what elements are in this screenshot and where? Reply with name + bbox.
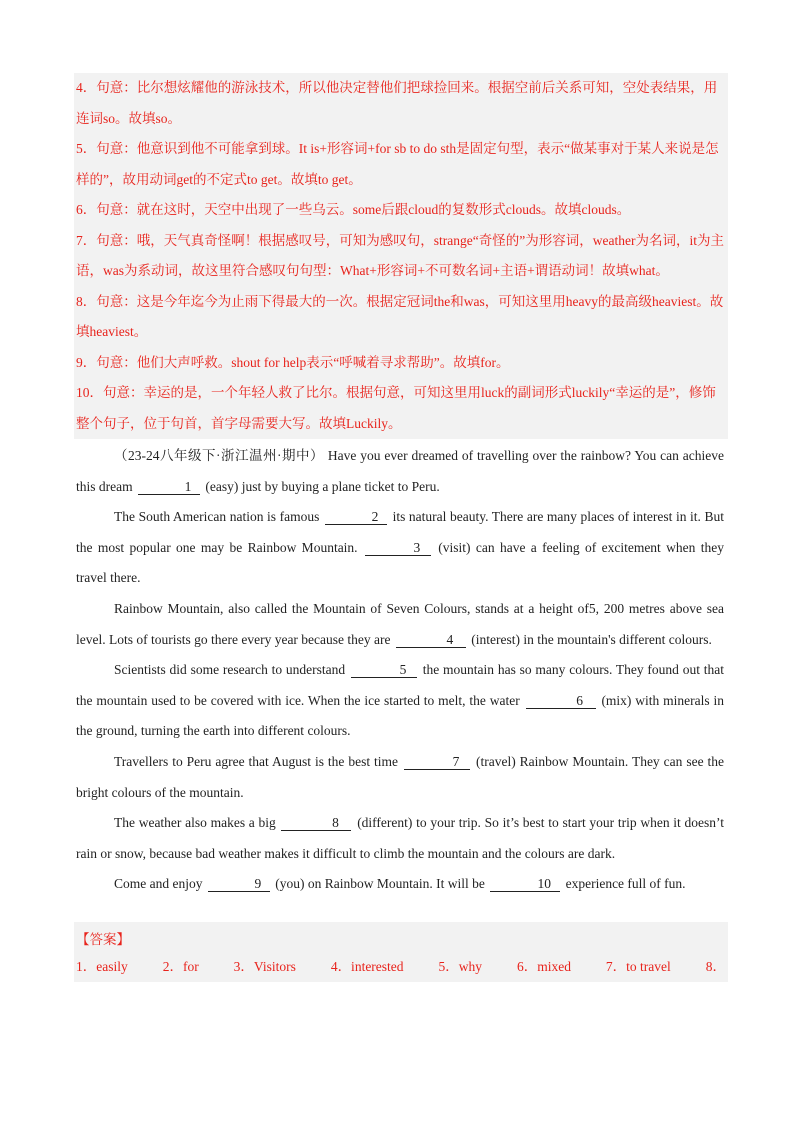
source-note: （23-24八年级下·浙江温州·期中） [114,448,324,463]
blank-10: 10 [490,876,560,892]
passage-text: Travellers to Peru agree that August is the best time [114,753,399,769]
blank-9: 9 [208,876,270,892]
passage-text: the mountain has so many colours. They found out that the mountain used to be covered with ice. When the ice started to melt, the water [76,662,724,708]
passage-text: (travel) Rainbow Mountain. They can see the bright colours of the mountain. [76,753,725,800]
explanation-5: 5．句意：他意识到他不可能拿到球。It is+形容词+for sb to do sth是固定句型，表示“做某事对于某人来说是怎样的”，故用动词get的不定式to get。故填to get。 [76,141,719,187]
passage-text: its natural beauty. There are many places of interest in it. But the most popular one may be Rainbow Mountain. [76,509,725,555]
answer-item: 4．interested [330,958,404,974]
explanation-4: 4．句意：比尔想炫耀他的游泳技术，所以他决定替他们把球捡回来。根据空前后关系可知，空处表结果，用连词so。故填so。 [76,80,718,126]
explanation-6: 6．句意：就在这时，天空中出现了一些乌云。some后跟cloud的复数形式clouds。故填clouds。 [76,202,631,217]
explanation-8: 8．句意：这是今年迄今为止雨下得最大的一次。根据定冠词the和was，可知这里用heavy的最高级heaviest。故填heaviest。 [76,293,724,339]
passage-text: experience full of fun. [565,876,686,892]
explanation-9: 9．句意：他们大声呼救。shout for help表示“呼喊着寻求帮助”。故填for。 [76,354,510,370]
passage-paragraph-2 [76,502,724,594]
passage-paragraph-4 [76,655,724,747]
explanation-block [74,73,728,439]
blank-7: 7 [404,754,470,770]
passage-text: (you) on Rainbow Mountain. It will be [275,876,485,892]
answer-item: 5．why [438,958,482,974]
answer-item: 6．mixed [516,958,571,974]
blank-8: 8 [281,815,351,831]
blank-1: 1 [138,479,200,495]
blank-5: 5 [351,662,417,678]
answer-label: 【答案】 [76,931,130,947]
answer-item: 2．for [162,958,199,974]
answer-item: 1．easily [76,958,128,974]
blank-2: 2 [325,509,387,525]
passage-paragraph-6 [76,808,724,869]
passage-text: The South American nation is famous [114,509,320,525]
answer-item: 8． [705,958,726,974]
explanation-10: 10．句意：幸运的是，一个年轻人救了比尔。根据句意，可知这里用luck的副词形式luckily“幸运的是”，修饰整个句子，位于句首，首字母需要大写。故填Luckily。 [76,385,716,431]
blank-3: 3 [365,540,431,556]
passage-paragraph-5 [76,747,724,808]
passage-text: (different) to your trip. So it’s best to start your trip when it doesn’t rain or snow, because bad weather makes it difficult to climb the mountain and the colours are dark. [76,815,725,861]
passage-text: Scientists did some research to understand [114,662,346,678]
passage-paragraph-7 [76,869,724,900]
passage-text: (easy) just by buying a plane ticket to Peru. [205,478,440,494]
passage-text: Have you ever dreamed of travelling over the rainbow? You can achieve this dream [76,448,724,494]
blank-6: 6 [526,693,596,709]
passage-text: Rainbow Mountain, also called the Mountain of Seven Colours, stands at a height of5, 200 metres above sea level. Lots of tourists go there every year because they are [76,600,724,647]
passage-text: The weather also makes a big [114,815,276,831]
passage-text: (interest) in the mountain's different colours. [471,631,712,647]
passage-text: (mix) with minerals in the ground, turning the earth into different colours. [76,692,724,739]
answer-item: 7．to travel [605,958,671,974]
passage-text: Come and enjoy [114,876,203,892]
passage-paragraph-1 [76,441,724,502]
answer-block [74,922,728,982]
cloze-passage [76,441,724,900]
blank-4: 4 [396,632,466,648]
explanation-7: 7．句意：哦，天气真奇怪啊！根据感叹号，可知为感叹句，strange“奇怪的”为形容词，weather为名词，it为主语，was为系动词，故这里符合感叹句句型：What+形容词+不可数名词+主语+谓语动词！故填what。 [76,232,724,278]
passage-text: (visit) can have a feeling of excitement when they travel there. [76,539,725,586]
answer-list [76,953,726,980]
document-page [76,73,724,982]
passage-paragraph-3 [76,594,724,655]
answer-item: 3．Visitors [233,958,296,974]
